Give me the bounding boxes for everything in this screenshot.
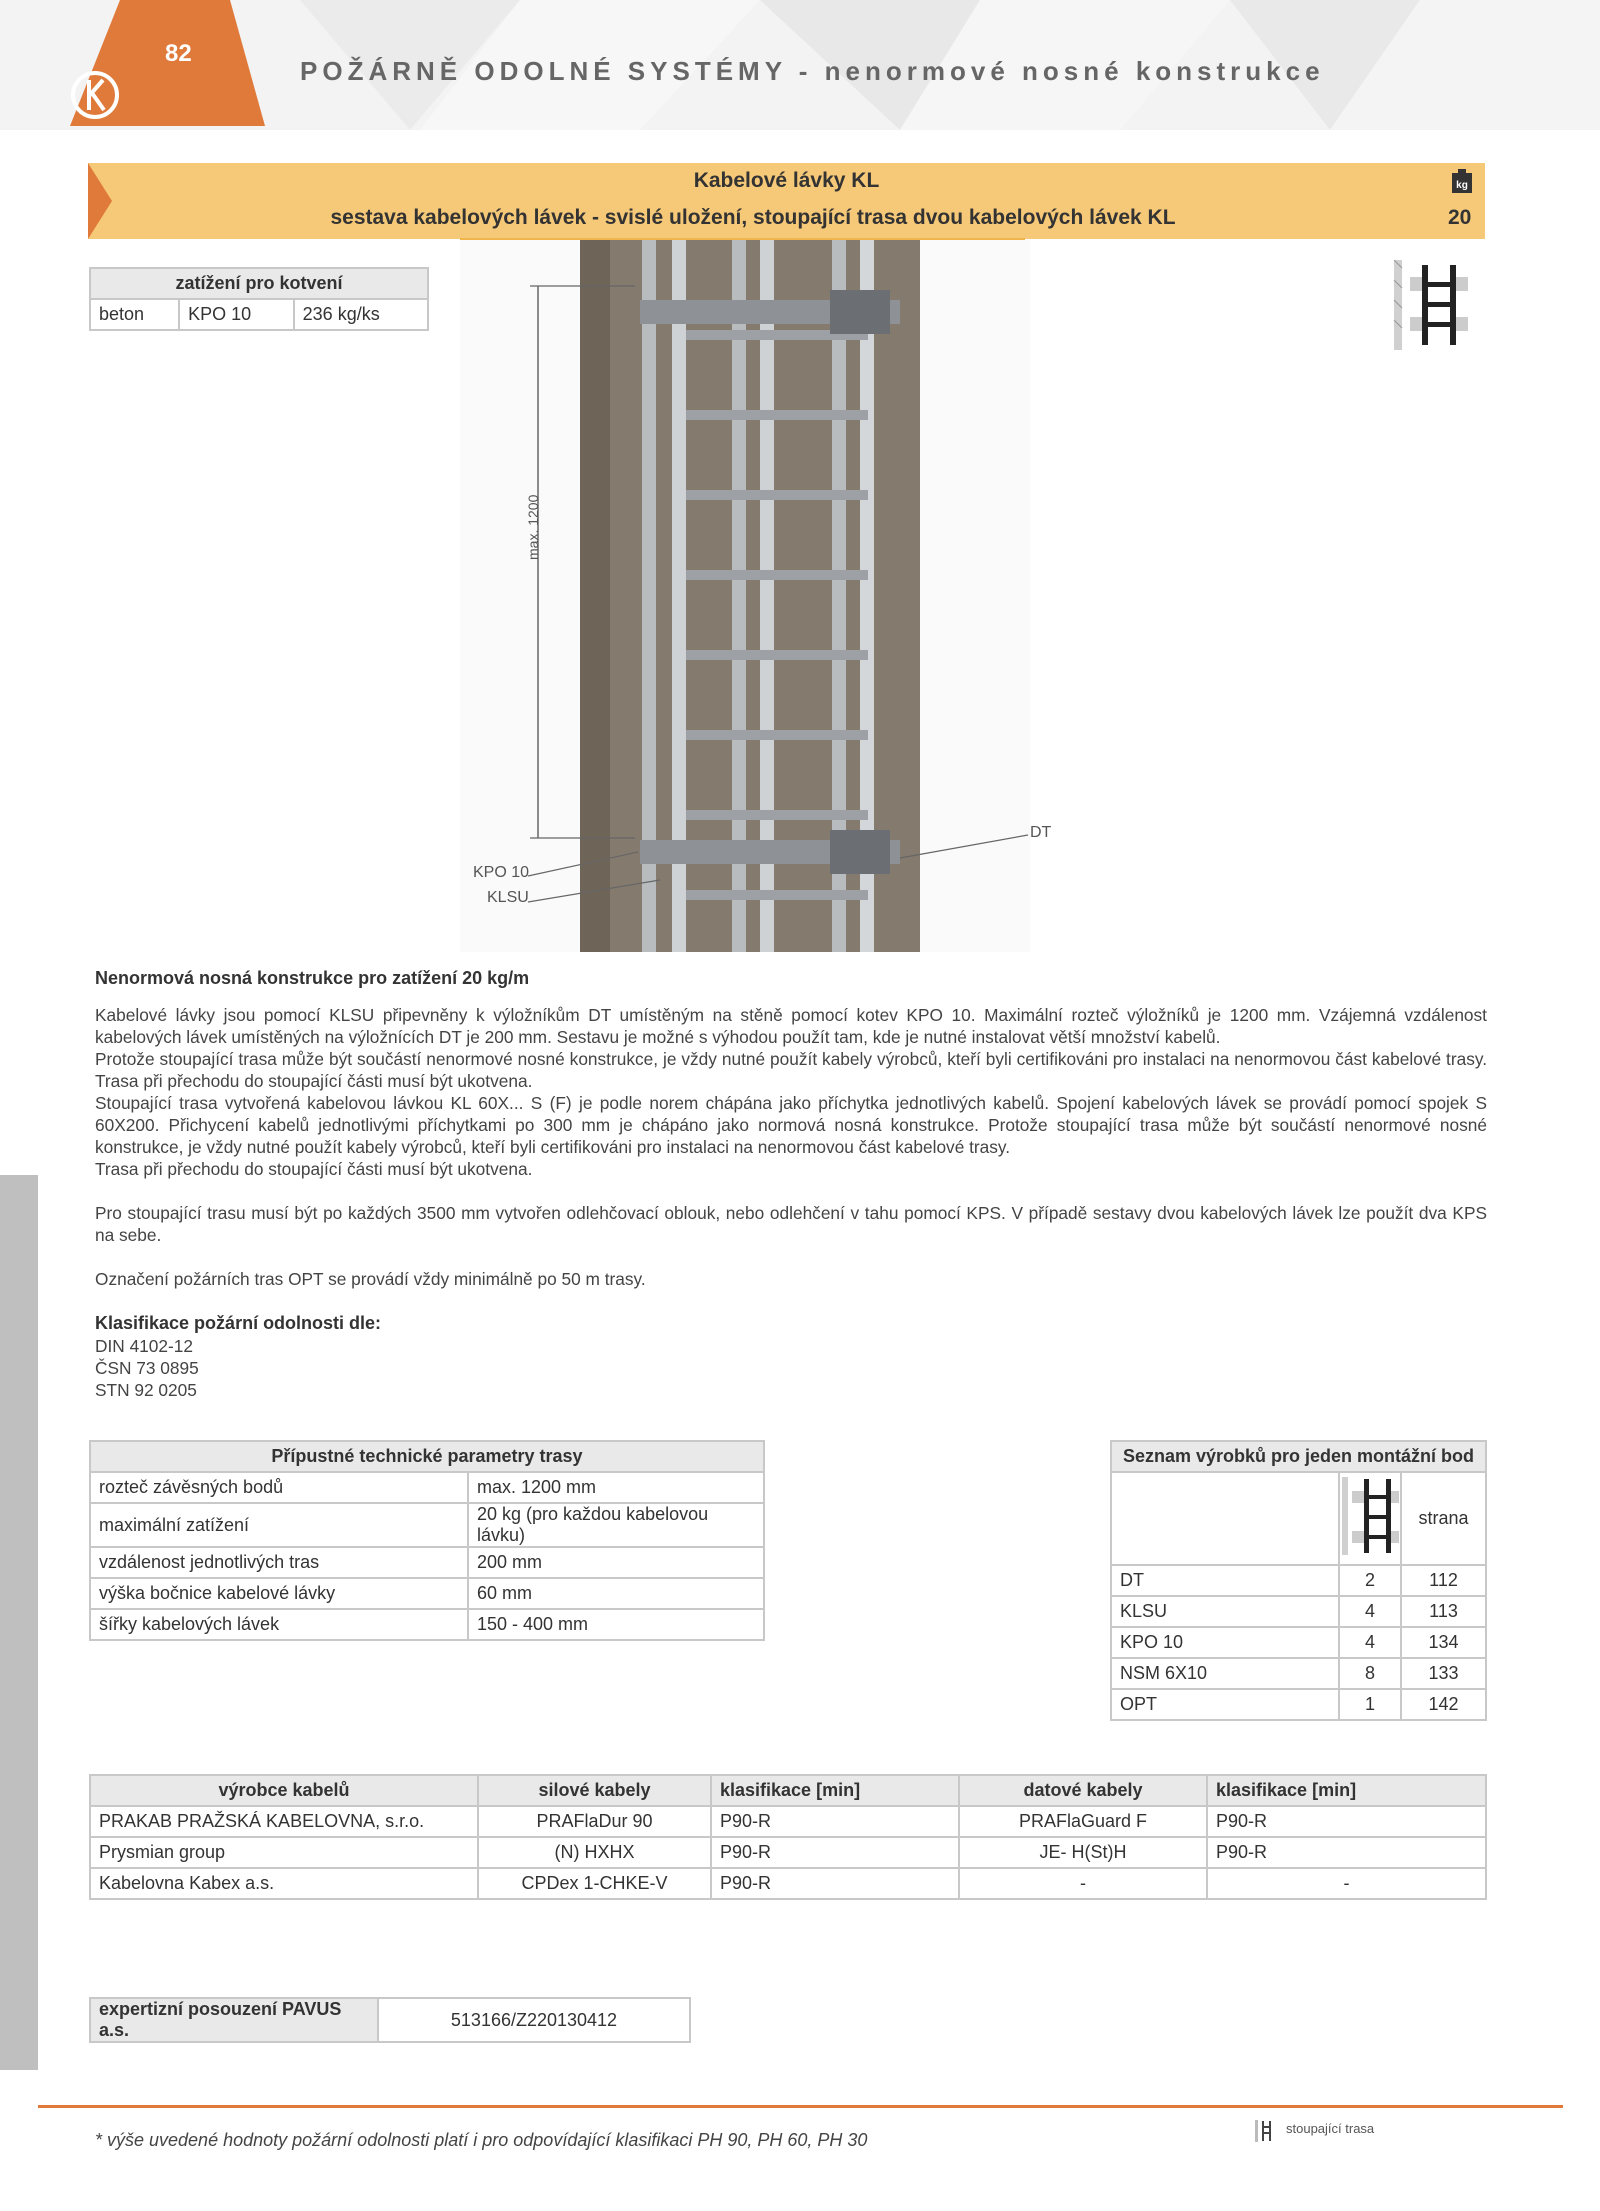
label-dt: DT (1030, 824, 1052, 841)
classification-title: Klasifikace požární odolnosti dle: (95, 1313, 382, 1333)
cell: Prysmian group (90, 1837, 478, 1868)
table-row (1111, 1627, 1486, 1658)
product-name: KLSU (1111, 1596, 1339, 1627)
cell: P90-R (1207, 1806, 1486, 1837)
page-title: POŽÁRNĚ ODOLNÉ SYSTÉMY - nenormové nosné konstrukce (300, 56, 1325, 86)
product-qty: 8 (1339, 1658, 1401, 1689)
cell: - (959, 1868, 1207, 1899)
parameters-table-header: Přípustné technické parametry trasy (90, 1441, 764, 1472)
paragraph-4: Trasa při přechodu do stoupající části musí být ukotvena. (95, 1159, 533, 1179)
product-qty: 4 (1339, 1596, 1401, 1627)
col-data-cables: datové kabely (959, 1775, 1207, 1806)
vertical-ladder-icon (1392, 260, 1482, 350)
cables-table (89, 1774, 1487, 1900)
assembly-illustration (460, 240, 1030, 952)
banner-title: Kabelové lávky KL (693, 169, 880, 192)
table-row (90, 1578, 764, 1609)
cell: P90-R (711, 1806, 959, 1837)
cell: PRAFlaDur 90 (478, 1806, 711, 1837)
param-name: maximální zatížení (90, 1503, 468, 1547)
col-manufacturer: výrobce kabelů (90, 1775, 478, 1806)
product-page: 133 (1401, 1658, 1486, 1689)
footer-divider (38, 2105, 1563, 2108)
standard-item: DIN 4102-12 (95, 1336, 193, 1356)
cell: PRAFlaGuard F (959, 1806, 1207, 1837)
product-page: 134 (1401, 1627, 1486, 1658)
footer-note: * výše uvedené hodnoty požární odolnosti platí i pro odpovídající klasifikaci PH 90, PH 60, PH 30 (95, 2130, 868, 2150)
anchor-table-header: zatížení pro kotvení (90, 268, 428, 299)
banner-subtitle: sestava kabelových lávek - svislé uložení, stoupající trasa dvou kabelových lávek KL (330, 206, 1176, 229)
page-number: 82 (165, 40, 192, 67)
dimension-label: max. 1200 (525, 494, 541, 560)
table-row (1111, 1596, 1486, 1627)
product-name: OPT (1111, 1689, 1339, 1720)
param-value: 60 mm (468, 1578, 764, 1609)
table-row (90, 1837, 1486, 1868)
table-row (1111, 1565, 1486, 1596)
cell: (N) HXHX (478, 1837, 711, 1868)
col-classification: klasifikace [min] (711, 1775, 959, 1806)
param-value: 150 - 400 mm (468, 1609, 764, 1640)
products-table (1110, 1440, 1487, 1721)
anchor-material: beton (90, 299, 179, 330)
param-value: 200 mm (468, 1547, 764, 1578)
table-row (90, 1503, 764, 1547)
pavus-value: 513166/Z220130412 (378, 1998, 690, 2042)
product-page: 142 (1401, 1689, 1486, 1720)
product-name: DT (1111, 1565, 1339, 1596)
product-qty: 1 (1339, 1689, 1401, 1720)
table-row (90, 1609, 764, 1640)
table-row (90, 1472, 764, 1503)
product-page: 113 (1401, 1596, 1486, 1627)
table-row (90, 1806, 1486, 1837)
paragraph-1: Kabelové lávky jsou pomocí KLSU připevněny k výložníkům DT umístěným na stěně pomocí kotev KPO 10. Maximální rozteč výložníků je 1200 mm. Vzájemná vzdálenost kabelových lávek umístěných na výložnících DT je 200 mm. Sestavu je možné s výhodou použít tam, kde je nutné instalovat větší množství kabelů. (95, 1005, 1487, 1047)
side-bar (0, 1175, 38, 2070)
table-row (1111, 1658, 1486, 1689)
cell: PRAKAB PRAŽSKÁ KABELOVNA, s.r.o. (90, 1806, 478, 1837)
param-name: rozteč závěsných bodů (90, 1472, 468, 1503)
standard-item: ČSN 73 0895 (95, 1358, 199, 1378)
param-name: šířky kabelových lávek (90, 1609, 468, 1640)
label-klsu: KLSU (487, 889, 529, 906)
table-row (90, 1868, 1486, 1899)
paragraph-2: Protože stoupající trasa může být součástí nenormové nosné konstrukce, je vždy nutné použít kabely výrobců, kteří byli certifikováni pro instalaci na nenormovou část kabelové trasy. Trasa při přechodu do stoupající části musí být ukotvena. (95, 1049, 1487, 1091)
products-table-header: Seznam výrobků pro jeden montážní bod (1111, 1441, 1486, 1472)
product-name: NSM 6X10 (1111, 1658, 1339, 1689)
cell: JE- H(St)H (959, 1837, 1207, 1868)
table-row (90, 1547, 764, 1578)
weight-icon-text: kg (1456, 180, 1468, 191)
weight-value: 20 (1448, 206, 1472, 229)
anchor-load-table (89, 267, 429, 331)
cell: P90-R (711, 1837, 959, 1868)
product-qty: 4 (1339, 1627, 1401, 1658)
page-column-header: strana (1401, 1472, 1486, 1565)
label-kpo: KPO 10 (473, 864, 530, 881)
paragraph-6: Označení požárních tras OPT se provádí vždy minimálně po 50 m trasy. (95, 1269, 646, 1289)
footer-tag: stoupající trasa (1286, 2121, 1375, 2136)
anchor-load: 236 kg/ks (294, 299, 428, 330)
product-name: KPO 10 (1111, 1627, 1339, 1658)
ladder-tag-icon (1254, 2119, 1274, 2143)
parameters-table (89, 1440, 765, 1641)
col-classification: klasifikace [min] (1207, 1775, 1486, 1806)
weight-icon (1452, 169, 1472, 193)
cell: Kabelovna Kabex a.s. (90, 1868, 478, 1899)
paragraph-5: Pro stoupající trasu musí být po každých 3500 mm vytvořen odlehčovací oblouk, nebo odlehčení v tahu pomocí KPS. V případě sestavy dvou kabelových lávek lze použít dva KPS na sebe. (95, 1203, 1487, 1245)
ladder-schematic-icon (1340, 1473, 1400, 1559)
product-qty: 2 (1339, 1565, 1401, 1596)
param-value: 20 kg (pro každou kabelovou lávku) (468, 1503, 764, 1547)
col-power-cables: silové kabely (478, 1775, 711, 1806)
cell: - (1207, 1868, 1486, 1899)
table-row (1111, 1689, 1486, 1720)
param-name: vzdálenost jednotlivých tras (90, 1547, 468, 1578)
product-page: 112 (1401, 1565, 1486, 1596)
pavus-label: expertizní posouzení PAVUS a.s. (90, 1998, 378, 2042)
anchor-type: KPO 10 (179, 299, 294, 330)
cell: P90-R (1207, 1837, 1486, 1868)
cell: CPDex 1-CHKE-V (478, 1868, 711, 1899)
param-name: výška bočnice kabelové lávky (90, 1578, 468, 1609)
description-block (95, 1004, 1487, 1180)
standard-item: STN 92 0205 (95, 1380, 197, 1400)
pavus-table (89, 1997, 691, 2043)
cell: P90-R (711, 1868, 959, 1899)
param-value: max. 1200 mm (468, 1472, 764, 1503)
section-title: Nenormová nosná konstrukce pro zatížení 20 kg/m (95, 968, 530, 988)
paragraph-3: Stoupající trasa vytvořená kabelovou lávkou KL 60X... S (F) je podle norem chápána jako příchytka jednotlivých kabelů. Spojení kabelových lávek se provádí pomocí spojek S 60X200. Přichycení kabelů jednotlivými příchytkami po 300 mm je chápáno jako normová nosná konstrukce. Protože stoupající trasa může být součástí nenormové nosné konstrukce, je vždy nutné použít kabely výrobců, kteří byli certifikováni pro instalaci na nenormovou část kabelové trasy. (95, 1093, 1487, 1157)
